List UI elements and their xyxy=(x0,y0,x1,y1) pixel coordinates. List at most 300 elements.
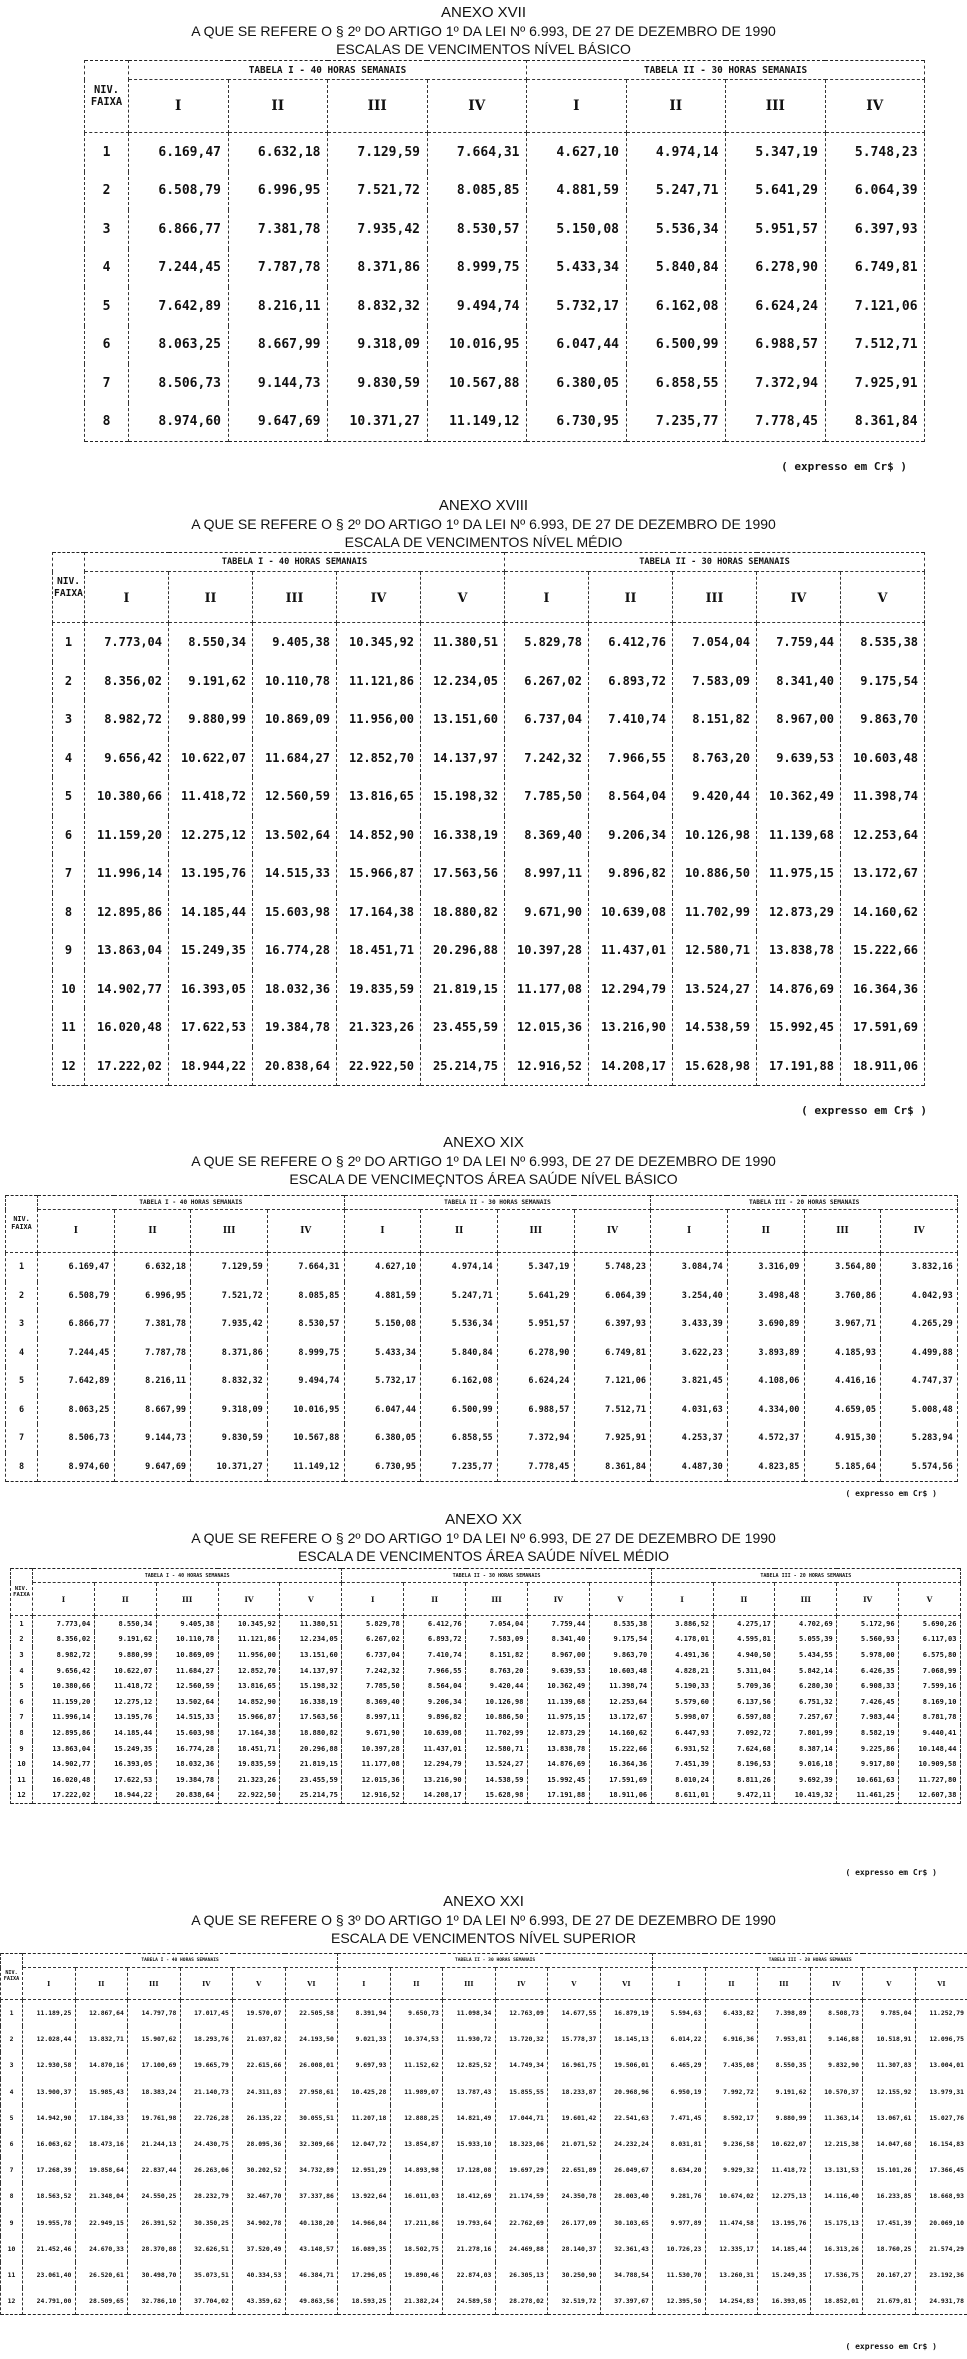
value-cell: 9.318,09 xyxy=(191,1396,268,1425)
value-cell: 8.550,34 xyxy=(169,623,253,662)
value-cell: 16.020,48 xyxy=(85,1008,169,1047)
value-cell: 24.589,58 xyxy=(443,2288,496,2315)
value-cell: 22.615,66 xyxy=(233,2052,286,2078)
salary-table xyxy=(84,60,925,442)
value-cell: 4.974,14 xyxy=(421,1253,498,1282)
value-cell: 6.447,93 xyxy=(651,1725,713,1741)
value-cell: 16.364,36 xyxy=(589,1756,651,1772)
value-cell: 8.564,04 xyxy=(404,1678,466,1694)
value-cell: 7.624,68 xyxy=(713,1741,775,1757)
value-cell: 11.380,51 xyxy=(280,1616,342,1632)
value-cell: 28.278,02 xyxy=(495,2288,548,2315)
column-header: VI xyxy=(600,1968,653,2000)
value-cell: 13.720,32 xyxy=(495,2026,548,2052)
value-cell: 18.944,22 xyxy=(169,1047,253,1086)
value-cell: 8.999,75 xyxy=(267,1339,344,1368)
value-cell: 22.874,03 xyxy=(443,2262,496,2288)
value-cell: 17.366,45 xyxy=(915,2157,967,2183)
value-cell: 4.108,06 xyxy=(727,1367,804,1396)
value-cell: 7.787,78 xyxy=(114,1339,191,1368)
value-cell: 15.222,66 xyxy=(589,1741,651,1757)
level-cell: 1 xyxy=(11,1616,33,1632)
value-cell: 9.146,88 xyxy=(810,2026,863,2052)
value-cell: 10.622,07 xyxy=(94,1663,156,1679)
value-cell: 11.684,27 xyxy=(253,739,337,778)
value-cell: 7.451,39 xyxy=(651,1756,713,1772)
value-cell: 9.785,04 xyxy=(863,2000,916,2027)
value-cell: 18.852,01 xyxy=(810,2288,863,2315)
column-header: II xyxy=(589,572,673,623)
value-cell: 7.235,77 xyxy=(421,1453,498,1482)
value-cell: 32.626,51 xyxy=(180,2236,233,2262)
value-cell: 6.988,57 xyxy=(726,326,826,365)
value-cell: 5.311,04 xyxy=(713,1663,775,1679)
value-cell: 20.069,10 xyxy=(915,2210,967,2236)
value-cell: 4.042,93 xyxy=(881,1282,958,1311)
value-cell: 12.294,79 xyxy=(589,970,673,1009)
column-header: I xyxy=(85,572,169,623)
level-cell: 8 xyxy=(85,403,129,442)
value-cell: 24.350,78 xyxy=(548,2183,601,2209)
value-cell: 12.580,71 xyxy=(673,931,757,970)
value-cell: 4.185,93 xyxy=(804,1339,881,1368)
value-cell: 12.895,86 xyxy=(85,893,169,932)
value-cell: 25.214,75 xyxy=(421,1047,505,1086)
value-cell: 15.992,45 xyxy=(527,1772,589,1788)
value-cell: 3.622,23 xyxy=(651,1339,728,1368)
value-cell: 13.195,76 xyxy=(169,854,253,893)
value-cell: 5.594,63 xyxy=(653,2000,706,2027)
value-cell: 16.338,19 xyxy=(280,1694,342,1710)
value-cell: 11.139,68 xyxy=(527,1694,589,1710)
table-row xyxy=(1,2262,967,2288)
value-cell: 17.563,56 xyxy=(280,1710,342,1726)
value-cell: 7.935,42 xyxy=(191,1310,268,1339)
value-cell: 12.873,29 xyxy=(757,893,841,932)
value-cell: 12.234,05 xyxy=(280,1632,342,1648)
value-cell: 19.761,98 xyxy=(128,2105,181,2131)
table-row xyxy=(53,1047,925,1086)
value-cell: 5.150,08 xyxy=(527,210,627,249)
value-cell: 11.159,20 xyxy=(33,1694,95,1710)
level-cell: 8 xyxy=(6,1453,38,1482)
row-label-header: NIV. FAIXA xyxy=(85,61,129,133)
value-cell: 8.063,25 xyxy=(38,1396,115,1425)
value-cell: 16.393,05 xyxy=(758,2288,811,2315)
row-label-header: NIV. FAIXA xyxy=(6,1196,38,1253)
value-cell: 4.416,16 xyxy=(804,1367,881,1396)
value-cell: 7.583,09 xyxy=(673,662,757,701)
value-cell: 6.996,95 xyxy=(228,172,328,211)
value-cell: 3.254,40 xyxy=(651,1282,728,1311)
annex-title: ANEXO XVII xyxy=(440,4,527,21)
value-cell: 13.922,64 xyxy=(338,2183,391,2209)
value-cell: 12.763,09 xyxy=(495,2000,548,2027)
value-cell: 5.641,29 xyxy=(497,1282,574,1311)
value-cell: 15.966,87 xyxy=(218,1710,280,1726)
value-cell: 12.015,36 xyxy=(505,1008,589,1047)
value-cell: 18.293,76 xyxy=(180,2026,233,2052)
annex-subtitle: A QUE SE REFERE O § 3º DO ARTIGO 1º DA LEI Nº 6.993, DE 27 DE DEZEMBRO DE 1990 xyxy=(191,1912,776,1928)
value-cell: 13.216,90 xyxy=(404,1772,466,1788)
value-cell: 27.958,61 xyxy=(285,2079,338,2105)
value-cell: 12.015,36 xyxy=(342,1772,404,1788)
table-row xyxy=(6,1253,958,1282)
column-header: II xyxy=(390,1968,443,2000)
value-cell: 34.902,78 xyxy=(233,2210,286,2236)
value-cell: 6.433,82 xyxy=(705,2000,758,2027)
column-header: IV xyxy=(495,1968,548,2000)
value-cell: 5.690,26 xyxy=(899,1616,961,1632)
value-cell: 6.278,90 xyxy=(497,1339,574,1368)
value-cell: 8.010,24 xyxy=(651,1772,713,1788)
annex-subtitle: A QUE SE REFERE O § 2º DO ARTIGO 1º DA LEI Nº 6.993, DE 27 DE DEZEMBRO DE 1990 xyxy=(191,1153,776,1169)
value-cell: 10.622,07 xyxy=(169,739,253,778)
value-cell: 13.787,43 xyxy=(443,2079,496,2105)
value-cell: 12.888,25 xyxy=(390,2105,443,2131)
column-header: III xyxy=(443,1968,496,2000)
value-cell: 7.759,44 xyxy=(527,1616,589,1632)
value-cell: 17.044,71 xyxy=(495,2105,548,2131)
value-cell: 8.811,26 xyxy=(713,1772,775,1788)
salary-table xyxy=(52,552,925,1086)
level-cell: 6 xyxy=(6,1396,38,1425)
value-cell: 6.866,77 xyxy=(129,210,229,249)
value-cell: 14.116,40 xyxy=(810,2183,863,2209)
value-cell: 7.121,06 xyxy=(825,287,925,326)
column-header: V xyxy=(841,572,925,623)
value-cell: 6.380,05 xyxy=(527,364,627,403)
table-row xyxy=(53,1008,925,1047)
value-cell: 15.027,76 xyxy=(915,2105,967,2131)
value-cell: 12.951,29 xyxy=(338,2157,391,2183)
value-cell: 13.502,64 xyxy=(253,816,337,855)
value-cell: 13.172,67 xyxy=(589,1710,651,1726)
value-cell: 8.982,72 xyxy=(85,700,169,739)
table-row xyxy=(85,172,925,211)
value-cell: 8.530,57 xyxy=(427,210,527,249)
column-header: IV xyxy=(810,1968,863,2000)
value-cell: 12.852,70 xyxy=(218,1663,280,1679)
value-cell: 3.832,16 xyxy=(881,1253,958,1282)
value-cell: 20.968,96 xyxy=(600,2079,653,2105)
column-header: I xyxy=(651,1583,713,1616)
table-row xyxy=(85,249,925,288)
value-cell: 14.852,90 xyxy=(218,1694,280,1710)
value-cell: 3.084,74 xyxy=(651,1253,728,1282)
value-cell: 16.393,05 xyxy=(94,1756,156,1772)
value-cell: 11.437,01 xyxy=(589,931,673,970)
table-row xyxy=(85,133,925,172)
value-cell: 26.263,06 xyxy=(180,2157,233,2183)
column-header: II xyxy=(228,80,328,133)
value-cell: 6.047,44 xyxy=(344,1396,421,1425)
column-header: III xyxy=(775,1583,837,1616)
column-header: VI xyxy=(285,1968,338,2000)
annex-subtitle: A QUE SE REFERE O § 2º DO ARTIGO 1º DA LEI Nº 6.993, DE 27 DE DEZEMBRO DE 1990 xyxy=(191,516,776,532)
value-cell: 15.603,98 xyxy=(253,893,337,932)
value-cell: 8.506,73 xyxy=(129,364,229,403)
value-cell: 4.823,85 xyxy=(727,1453,804,1482)
value-cell: 4.659,05 xyxy=(804,1396,881,1425)
column-header: I xyxy=(505,572,589,623)
value-cell: 35.073,51 xyxy=(180,2262,233,2288)
value-cell: 23.192,36 xyxy=(915,2262,967,2288)
value-cell: 8.031,81 xyxy=(653,2131,706,2157)
level-cell: 4 xyxy=(53,739,85,778)
table-row xyxy=(11,1663,961,1679)
value-cell: 7.381,78 xyxy=(228,210,328,249)
table-row xyxy=(53,931,925,970)
value-cell: 7.068,99 xyxy=(899,1663,961,1679)
value-cell: 10.909,58 xyxy=(899,1756,961,1772)
value-cell: 8.781,78 xyxy=(899,1710,961,1726)
column-header: I xyxy=(527,80,627,133)
table-group-header: TABELA I - 40 HORAS SEMANAIS xyxy=(38,1196,345,1210)
value-cell: 6.064,39 xyxy=(574,1282,651,1311)
value-cell: 15.198,32 xyxy=(421,777,505,816)
value-cell: 8.535,38 xyxy=(589,1616,651,1632)
value-cell: 16.338,19 xyxy=(421,816,505,855)
value-cell: 19.835,59 xyxy=(218,1756,280,1772)
value-cell: 6.908,33 xyxy=(837,1678,899,1694)
table-row xyxy=(1,2157,967,2183)
value-cell: 11.418,72 xyxy=(94,1678,156,1694)
value-cell: 9.225,86 xyxy=(837,1741,899,1757)
value-cell: 18.412,69 xyxy=(443,2183,496,2209)
value-cell: 19.570,07 xyxy=(233,2000,286,2027)
level-cell: 3 xyxy=(53,700,85,739)
value-cell: 8.967,00 xyxy=(527,1647,589,1663)
value-cell: 6.064,39 xyxy=(825,172,925,211)
value-cell: 15.778,37 xyxy=(548,2026,601,2052)
value-cell: 11.418,72 xyxy=(758,2157,811,2183)
value-cell: 5.732,17 xyxy=(344,1367,421,1396)
annex-scale: ESCALA DE VENCIMENTOS ÁREA SAÚDE NÍVEL MÉDIO xyxy=(297,1548,670,1564)
value-cell: 26.305,13 xyxy=(495,2262,548,2288)
value-cell: 7.642,89 xyxy=(129,287,229,326)
value-cell: 10.661,63 xyxy=(837,1772,899,1788)
value-cell: 11.189,25 xyxy=(23,2000,76,2027)
value-cell: 9.880,99 xyxy=(758,2105,811,2131)
value-cell: 37.337,86 xyxy=(285,2183,338,2209)
table-row xyxy=(85,403,925,442)
value-cell: 7.983,44 xyxy=(837,1710,899,1726)
value-cell: 6.380,05 xyxy=(344,1424,421,1453)
value-cell: 3.886,52 xyxy=(651,1616,713,1632)
value-cell: 9.175,54 xyxy=(841,662,925,701)
value-cell: 5.433,34 xyxy=(527,249,627,288)
value-cell: 7.664,31 xyxy=(267,1253,344,1282)
level-cell: 8 xyxy=(11,1725,33,1741)
value-cell: 8.361,84 xyxy=(574,1453,651,1482)
annex-title: ANEXO XXI xyxy=(443,1893,524,1910)
value-cell: 9.494,74 xyxy=(427,287,527,326)
value-cell: 8.763,20 xyxy=(673,739,757,778)
value-cell: 10.622,07 xyxy=(758,2131,811,2157)
level-cell: 3 xyxy=(1,2052,23,2078)
value-cell: 11.474,58 xyxy=(705,2210,758,2236)
level-cell: 9 xyxy=(1,2210,23,2236)
value-cell: 7.372,94 xyxy=(726,364,826,403)
salary-table xyxy=(10,1568,961,1804)
salary-table xyxy=(5,1195,958,1482)
value-cell: 6.412,76 xyxy=(404,1616,466,1632)
table-row xyxy=(1,2236,967,2262)
value-cell: 12.560,59 xyxy=(156,1678,218,1694)
value-cell: 22.922,50 xyxy=(218,1788,280,1804)
annex-title: ANEXO XX xyxy=(445,1511,522,1528)
value-cell: 16.233,85 xyxy=(863,2183,916,2209)
column-header: II xyxy=(727,1210,804,1253)
value-cell: 26.049,67 xyxy=(600,2157,653,2183)
value-cell: 18.451,71 xyxy=(337,931,421,970)
column-header: III xyxy=(156,1583,218,1616)
value-cell: 8.974,60 xyxy=(38,1453,115,1482)
value-cell: 10.603,48 xyxy=(841,739,925,778)
table-row xyxy=(1,2183,967,2209)
value-cell: 14.942,90 xyxy=(23,2105,76,2131)
value-cell: 14.254,83 xyxy=(705,2288,758,2315)
column-header: IV xyxy=(837,1583,899,1616)
value-cell: 6.737,04 xyxy=(342,1647,404,1663)
value-cell: 16.313,26 xyxy=(810,2236,863,2262)
value-cell: 13.067,61 xyxy=(863,2105,916,2131)
value-cell: 5.247,71 xyxy=(626,172,726,211)
value-cell: 12.096,75 xyxy=(915,2026,967,2052)
value-cell: 10.639,08 xyxy=(589,893,673,932)
value-cell: 7.785,50 xyxy=(342,1678,404,1694)
level-cell: 11 xyxy=(11,1772,33,1788)
table-group-header: TABELA I - 40 HORAS SEMANAIS xyxy=(23,1954,338,1968)
value-cell: 30.350,25 xyxy=(180,2210,233,2236)
value-cell: 6.749,81 xyxy=(825,249,925,288)
value-cell: 13.863,04 xyxy=(33,1741,95,1757)
value-cell: 15.101,26 xyxy=(863,2157,916,2183)
value-cell: 8.967,00 xyxy=(757,700,841,739)
table-row xyxy=(11,1647,961,1663)
level-cell: 7 xyxy=(85,364,129,403)
value-cell: 24.550,25 xyxy=(128,2183,181,2209)
annex-scale: ESCALA DE VENCIMENTOS NÍVEL SUPERIOR xyxy=(331,1930,636,1946)
table-row xyxy=(6,1310,958,1339)
table-row xyxy=(11,1725,961,1741)
value-cell: 5.434,55 xyxy=(775,1647,837,1663)
value-cell: 30.103,65 xyxy=(600,2210,653,2236)
value-cell: 10.886,50 xyxy=(466,1710,528,1726)
level-cell: 6 xyxy=(1,2131,23,2157)
value-cell: 12.825,52 xyxy=(443,2052,496,2078)
value-cell: 13.838,78 xyxy=(527,1741,589,1757)
unit-note: ( expresso em Cr$ ) xyxy=(845,1489,937,1498)
value-cell: 6.412,76 xyxy=(589,623,673,662)
value-cell: 19.697,29 xyxy=(495,2157,548,2183)
value-cell: 9.647,69 xyxy=(114,1453,191,1482)
value-cell: 18.233,87 xyxy=(548,2079,601,2105)
value-cell: 22.651,89 xyxy=(548,2157,601,2183)
table-row xyxy=(53,777,925,816)
row-label-header: NIV. FAIXA xyxy=(1,1954,23,2000)
value-cell: 19.665,79 xyxy=(180,2052,233,2078)
value-cell: 14.160,62 xyxy=(589,1725,651,1741)
value-cell: 16.154,83 xyxy=(915,2131,967,2157)
value-cell: 7.512,71 xyxy=(574,1396,651,1425)
value-cell: 6.597,88 xyxy=(713,1710,775,1726)
value-cell: 3.690,89 xyxy=(727,1310,804,1339)
table-row xyxy=(11,1632,961,1648)
value-cell: 17.191,88 xyxy=(527,1788,589,1804)
value-cell: 8.974,60 xyxy=(129,403,229,442)
value-cell: 4.595,81 xyxy=(713,1632,775,1648)
table-row xyxy=(1,2210,967,2236)
column-header: IV xyxy=(180,1968,233,2000)
value-cell: 4.747,37 xyxy=(881,1367,958,1396)
value-cell: 8.997,11 xyxy=(342,1710,404,1726)
column-header: V xyxy=(548,1968,601,2000)
row-label-header: NIV. FAIXA xyxy=(11,1569,33,1616)
value-cell: 5.709,36 xyxy=(713,1678,775,1694)
value-cell: 18.593,25 xyxy=(338,2288,391,2315)
value-cell: 6.931,52 xyxy=(651,1741,713,1757)
value-cell: 15.249,35 xyxy=(169,931,253,970)
value-cell: 12.335,17 xyxy=(705,2236,758,2262)
value-cell: 4.627,10 xyxy=(344,1253,421,1282)
level-cell: 1 xyxy=(85,133,129,172)
value-cell: 17.128,08 xyxy=(443,2157,496,2183)
value-cell: 6.858,55 xyxy=(421,1424,498,1453)
value-cell: 3.564,80 xyxy=(804,1253,881,1282)
table-row xyxy=(11,1788,961,1804)
table-row xyxy=(11,1756,961,1772)
value-cell: 14.852,90 xyxy=(337,816,421,855)
table-row xyxy=(1,2105,967,2131)
level-cell: 10 xyxy=(1,2236,23,2262)
value-cell: 21.323,26 xyxy=(218,1772,280,1788)
value-cell: 26.008,01 xyxy=(285,2052,338,2078)
value-cell: 12.294,79 xyxy=(404,1756,466,1772)
value-cell: 6.267,02 xyxy=(342,1632,404,1648)
column-header: II xyxy=(75,1968,128,2000)
value-cell: 5.829,78 xyxy=(342,1616,404,1632)
value-cell: 11.975,15 xyxy=(757,854,841,893)
table-group-header: TABELA II - 30 HORAS SEMANAIS xyxy=(344,1196,651,1210)
value-cell: 12.253,64 xyxy=(841,816,925,855)
table-row xyxy=(1,2000,967,2027)
value-cell: 13.854,87 xyxy=(390,2131,443,2157)
value-cell: 8.611,01 xyxy=(651,1788,713,1804)
value-cell: 11.177,08 xyxy=(342,1756,404,1772)
value-cell: 6.893,72 xyxy=(404,1632,466,1648)
value-cell: 4.265,29 xyxy=(881,1310,958,1339)
value-cell: 18.502,75 xyxy=(390,2236,443,2262)
value-cell: 7.435,08 xyxy=(705,2052,758,2078)
level-cell: 10 xyxy=(11,1756,33,1772)
value-cell: 7.242,32 xyxy=(505,739,589,778)
value-cell: 10.567,88 xyxy=(267,1424,344,1453)
value-cell: 9.206,34 xyxy=(589,816,673,855)
value-cell: 4.491,36 xyxy=(651,1647,713,1663)
value-cell: 9.671,90 xyxy=(342,1725,404,1741)
column-header: II xyxy=(705,1968,758,2000)
value-cell: 6.508,79 xyxy=(129,172,229,211)
value-cell: 8.216,11 xyxy=(114,1367,191,1396)
table-row xyxy=(1,2079,967,2105)
value-cell: 4.974,14 xyxy=(626,133,726,172)
value-cell: 8.832,32 xyxy=(191,1367,268,1396)
value-cell: 10.639,08 xyxy=(404,1725,466,1741)
value-cell: 7.759,44 xyxy=(757,623,841,662)
value-cell: 9.656,42 xyxy=(85,739,169,778)
